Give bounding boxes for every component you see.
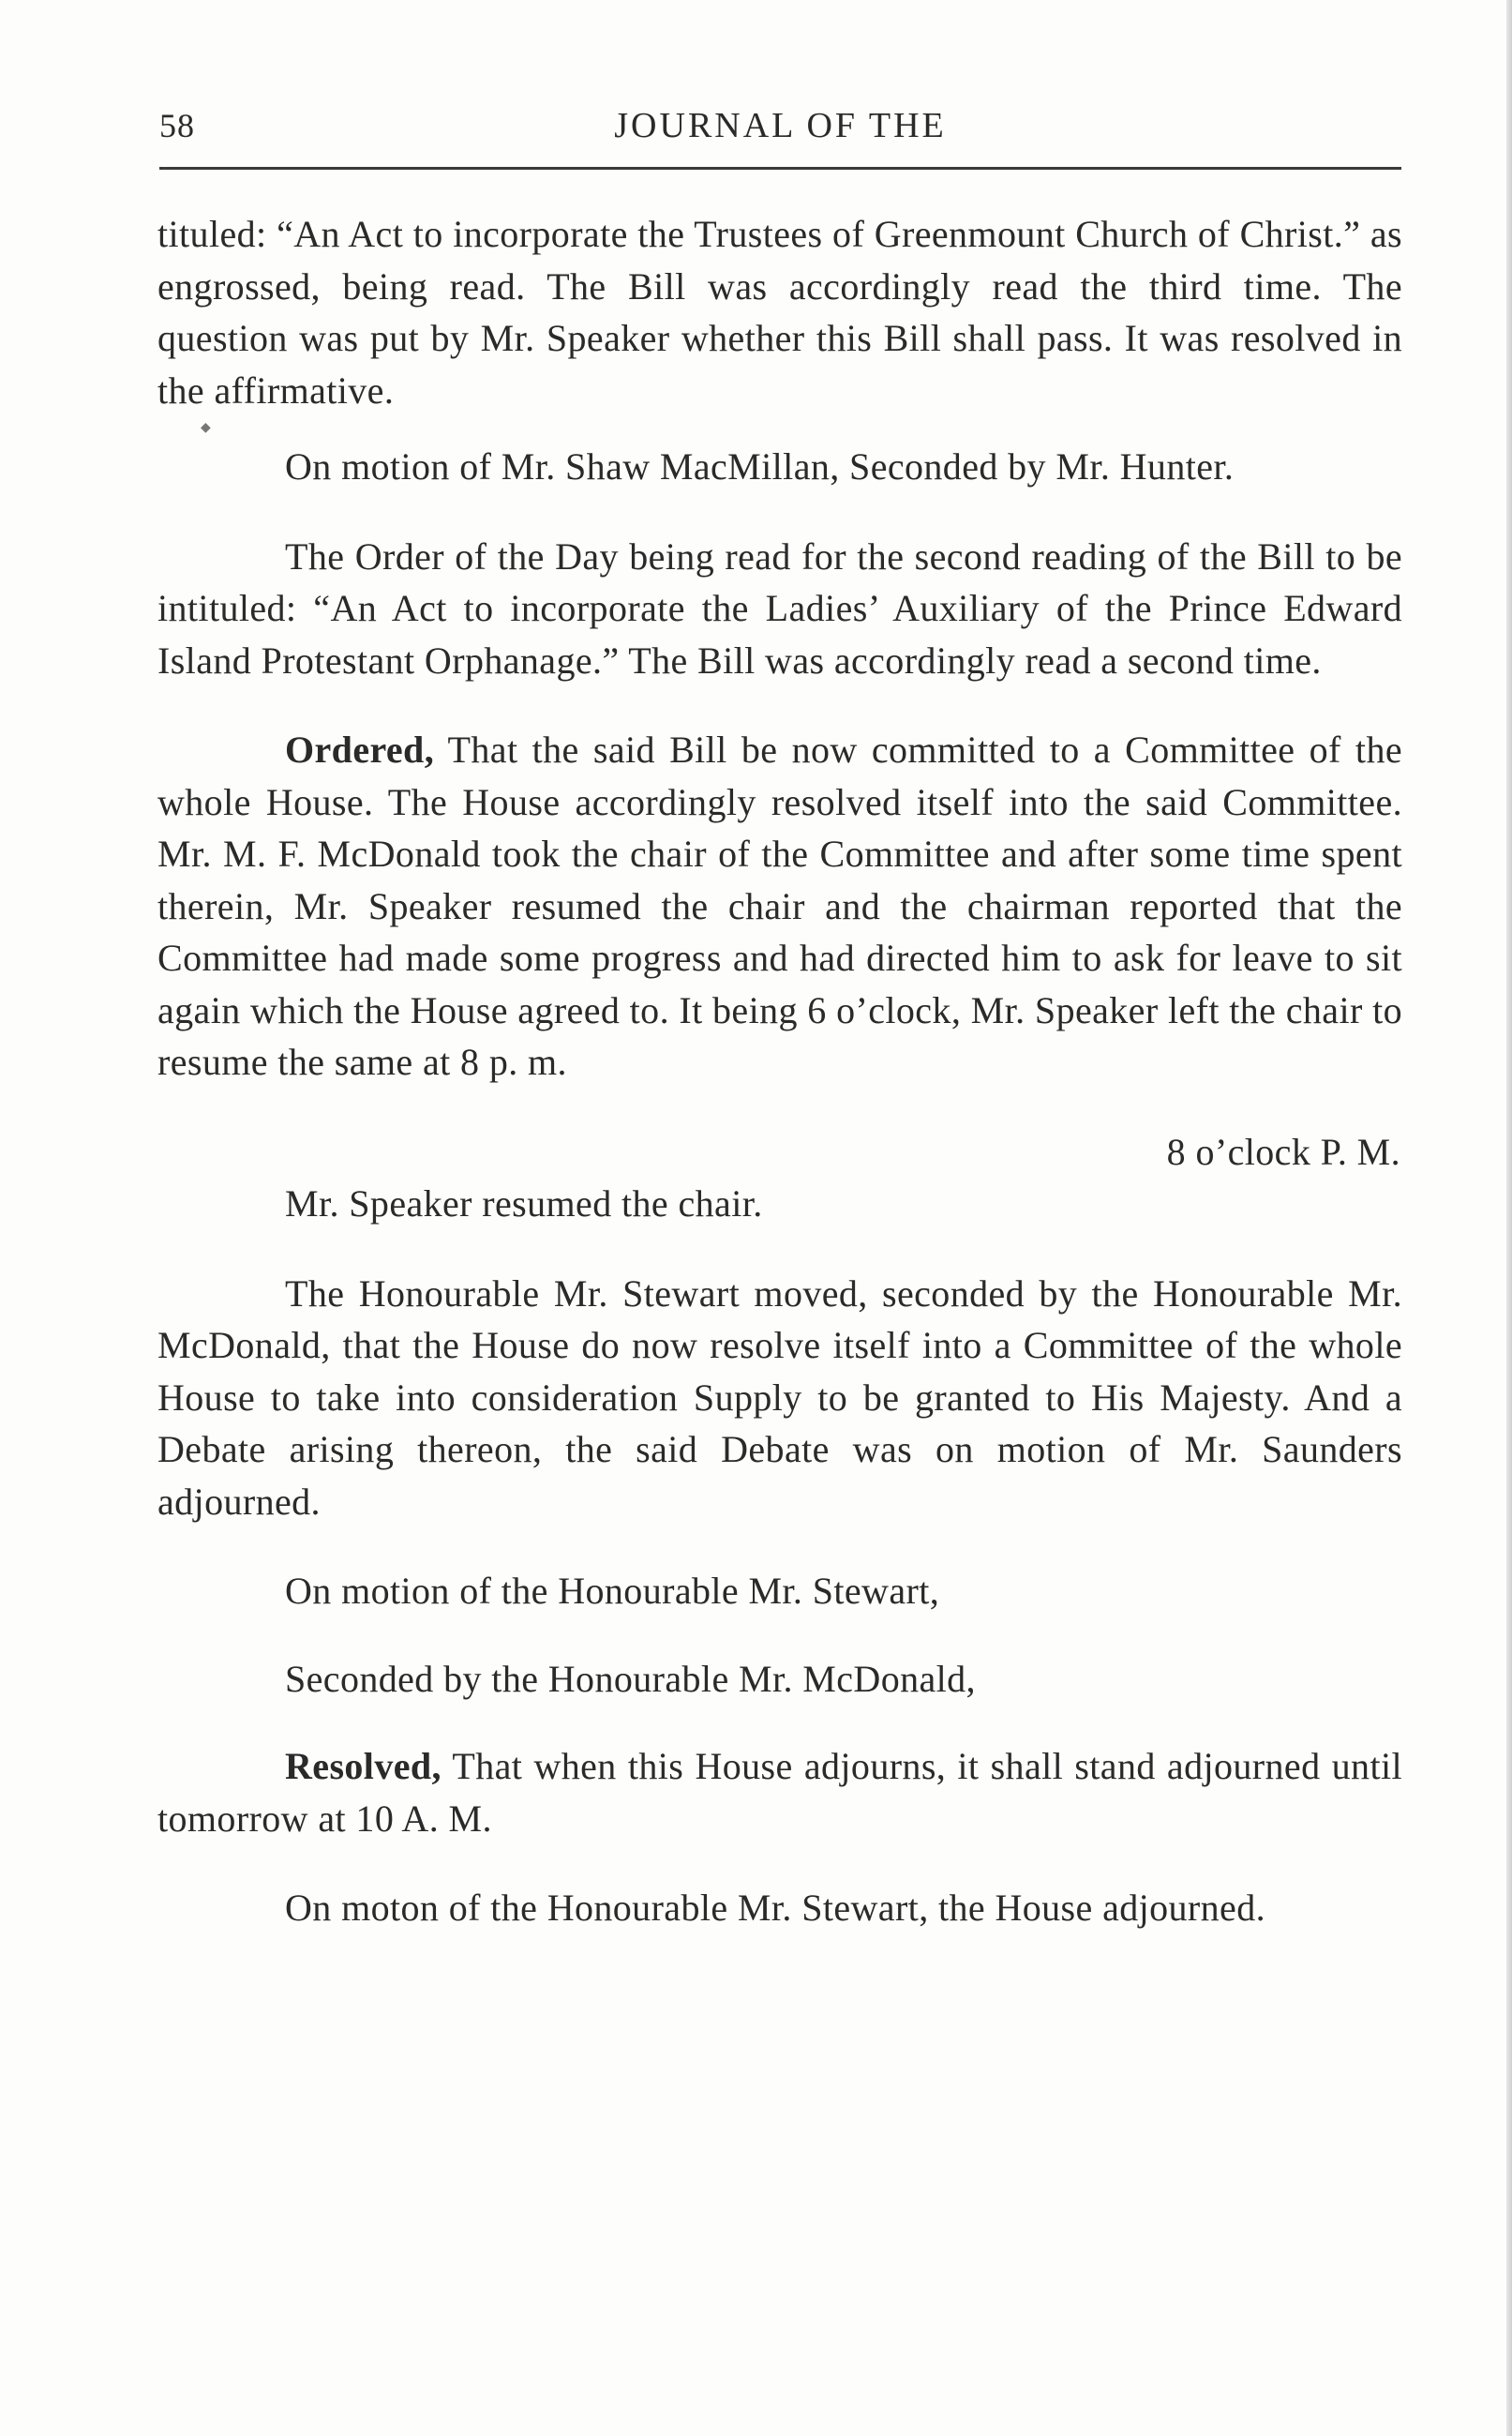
paragraph-bill-third-reading: tituled: “An Act to incorporate the Trustees of Greenmount Church of Christ.” as engrossed, being read. The Bill was accordingly read the third time. The question was put by Mr. Speaker whether this Bill shall pass. It was resolved in the affirmative. bbox=[157, 213, 1402, 412]
journal-body bbox=[157, 208, 1402, 1934]
paragraph-motion-stewart: On motion of the Honourable Mr. Stewart, bbox=[285, 1570, 940, 1612]
paragraph-speaker-resumed: Mr. Speaker resumed the chair. bbox=[285, 1182, 763, 1225]
evening-time-heading: 8 o’clock P. M. bbox=[1166, 1130, 1400, 1173]
resolved-lead: Resolved, bbox=[285, 1745, 442, 1787]
paragraph-supply-motion: The Honourable Mr. Stewart moved, seconded by the Honourable Mr. McDonald, that the House do now resolve itself into a Committee of the whole House to take into consideration Supply to be granted to His Majesty. And a Debate arising thereon, the said Debate was on motion of Mr. Saunders adjourned. bbox=[157, 1271, 1402, 1523]
page-number: 58 bbox=[159, 107, 195, 144]
paragraph-motion-macmillan: On motion of Mr. Shaw MacMillan, Seconded by Mr. Hunter. bbox=[285, 445, 1235, 488]
print-speck: ◆ bbox=[201, 421, 212, 435]
resolved-text: That when this House adjourns, it shall stand adjourned until tomorrow at 10 A. M. bbox=[157, 1745, 1402, 1840]
paragraph-resolved bbox=[157, 1740, 1402, 1844]
ordered-lead: Ordered, bbox=[285, 729, 435, 771]
page-edge-shadow bbox=[1506, 0, 1512, 2436]
running-title: JOURNAL OF THE bbox=[614, 106, 947, 145]
page-header bbox=[159, 101, 1401, 158]
paragraph-seconded-mcdonald: Seconded by the Honourable Mr. McDonald, bbox=[285, 1657, 976, 1700]
paragraph-second-reading: The Order of the Day being read for the second reading of the Bill to be intituled: “An Act to incorporate the Ladies’ Auxiliary of the Prince Edward Island Protestant Orphanage.” The Bill was accordingly read a second time. bbox=[157, 534, 1402, 682]
paragraph-ordered bbox=[157, 724, 1402, 1089]
paragraph-house-adjourned: On moton of the Honourable Mr. Stewart, the House adjourned. bbox=[285, 1887, 1266, 1929]
header-rule bbox=[159, 167, 1401, 170]
ordered-text: That the said Bill be now committed to a Committee of the whole House. The House accordingly resolved itself into the said Committee. Mr. M. F. McDonald took the chair of the Committee and after some time spent therein, Mr. Speaker resumed the chair and the chairman reported that the Committee had made some progress and had directed him to ask for leave to sit again which the House agreed to. It being 6 o’clock, Mr. Speaker left the chair to resume the same at 8 p. m. bbox=[157, 729, 1402, 1083]
